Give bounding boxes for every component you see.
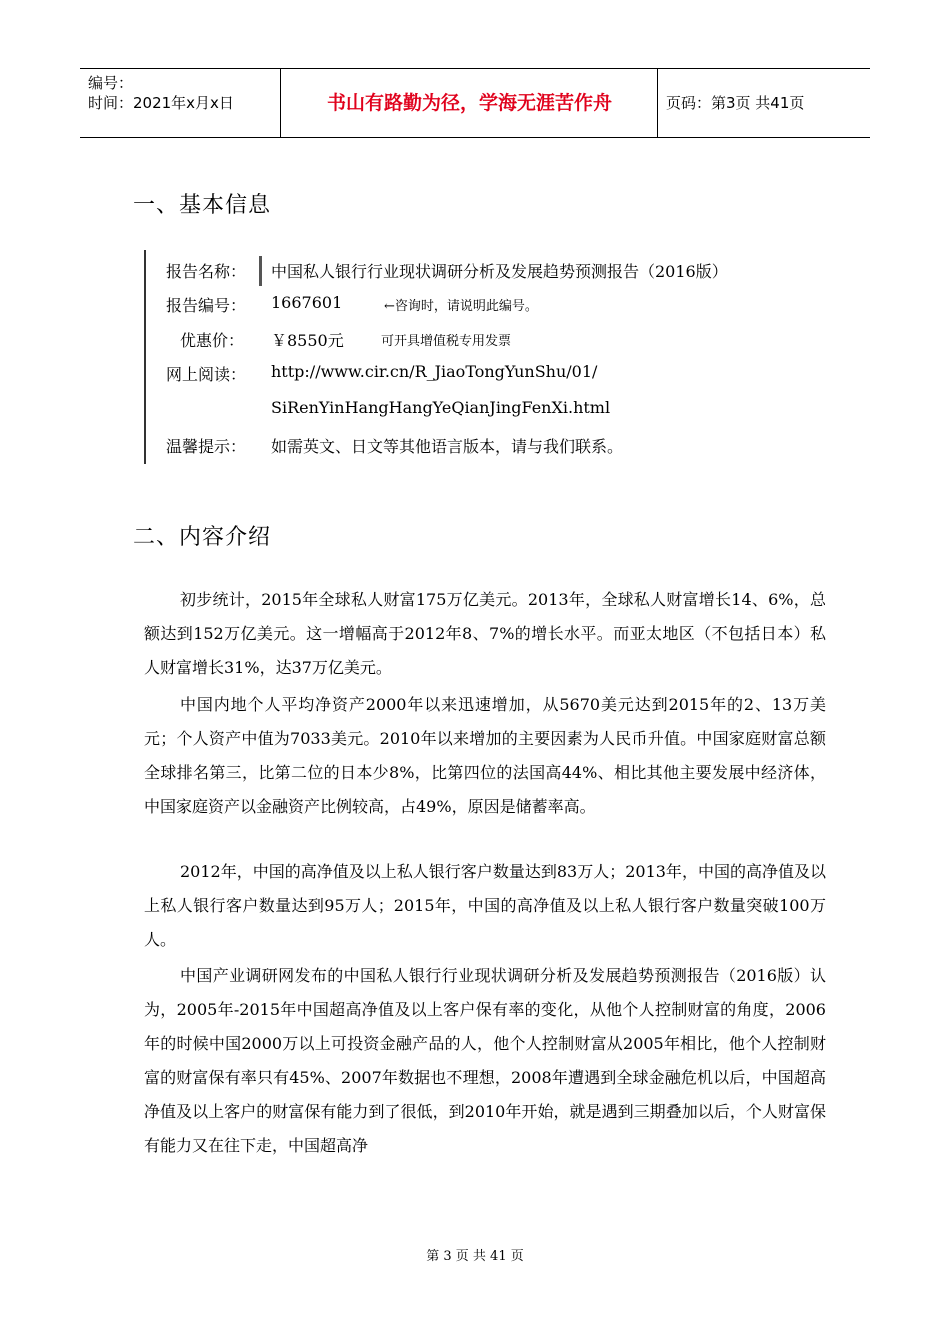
number-label: 编号： xyxy=(88,74,134,92)
online-read-url-line2[interactable]: SiRenYinHangHangYeQianJingFenXi.html xyxy=(271,398,611,417)
online-read-label: 网上阅读： xyxy=(166,365,247,384)
page-header xyxy=(80,68,870,138)
report-code-note: ←咨询时，请说明此编号。 xyxy=(384,299,538,314)
report-code-value: 1667601 xyxy=(271,293,343,312)
report-name-label: 报告名称： xyxy=(166,262,247,281)
price-value: ￥8550元 xyxy=(271,331,344,350)
section-title-basic-info: 一、基本信息 xyxy=(133,193,272,218)
paragraph-1: 初步统计，2015年全球私人财富175万亿美元。2013年，全球私人财富增长14、6%，总额达到152万亿美元。这一增幅高于2012年8、7%的增长水平。而亚太地区（不包括日本）私人财富增长31%，达37万亿美元。 xyxy=(144,590,826,677)
report-name-value: 中国私人银行行业现状调研分析及发展趋势预测报告（2016版） xyxy=(271,262,728,281)
tip-value: 如需英文、日文等其他语言版本，请与我们联系。 xyxy=(271,437,624,456)
price-note: 可开具增值税专用发票 xyxy=(381,334,512,349)
paragraph-4: 中国产业调研网发布的中国私人银行行业现状调研分析及发展趋势预测报告（2016版）认为，2005年-2015年中国超高净值及以上客户保有率的变化，从他个人控制财富的角度，2006年的时候中国2000万以上可投资金融产品的人，他个人控制财富从2005年相比，他个人控制财富的财富保有率只有45%、2007年数据也不理想，2008年遭遇到全球金融危机以后，中国超高净值及以上客户的财富保有能力到了很低，到2010年开始，就是遇到三期叠加以后，个人财富保有能力又在往下走，中国超高净 xyxy=(144,966,826,1155)
price-label: 优惠价： xyxy=(180,331,245,350)
page-footer: 第 3 页 共 41 页 xyxy=(426,1249,524,1264)
basic-info-box xyxy=(144,250,846,464)
header-meta xyxy=(80,69,281,137)
section-title-content: 二、内容介绍 xyxy=(133,525,272,550)
time-label: 时间：2021年x月x日 xyxy=(88,94,234,112)
header-page-info: 页码：第3页 共41页 xyxy=(666,94,805,112)
header-motto: 书山有路勤为径，学海无涯苦作舟 xyxy=(282,69,658,137)
paragraph-2: 中国内地个人平均净资产2000年以来迅速增加，从5670美元达到2015年的2、13万美元；个人资产中值为7033美元。2010年以来增加的主要因素为人民币升值。中国家庭财富总额全球排名第三，比第二位的日本少8%，比第四位的法国高44%、相比其他主要发展中经济体，中国家庭资产以金融资产比例较高，占49%，原因是储蓄率高。 xyxy=(144,695,826,816)
name-divider xyxy=(259,256,262,286)
paragraph-3: 2012年，中国的高净值及以上私人银行客户数量达到83万人；2013年，中国的高净值及以上私人银行客户数量达到95万人；2015年，中国的高净值及以上私人银行客户数量突破100万人。 xyxy=(144,862,826,949)
report-code-label: 报告编号： xyxy=(166,296,247,315)
online-read-url-line1[interactable]: http://www.cir.cn/R_JiaoTongYunShu/01/ xyxy=(271,362,598,381)
tip-label: 温馨提示： xyxy=(166,437,247,456)
